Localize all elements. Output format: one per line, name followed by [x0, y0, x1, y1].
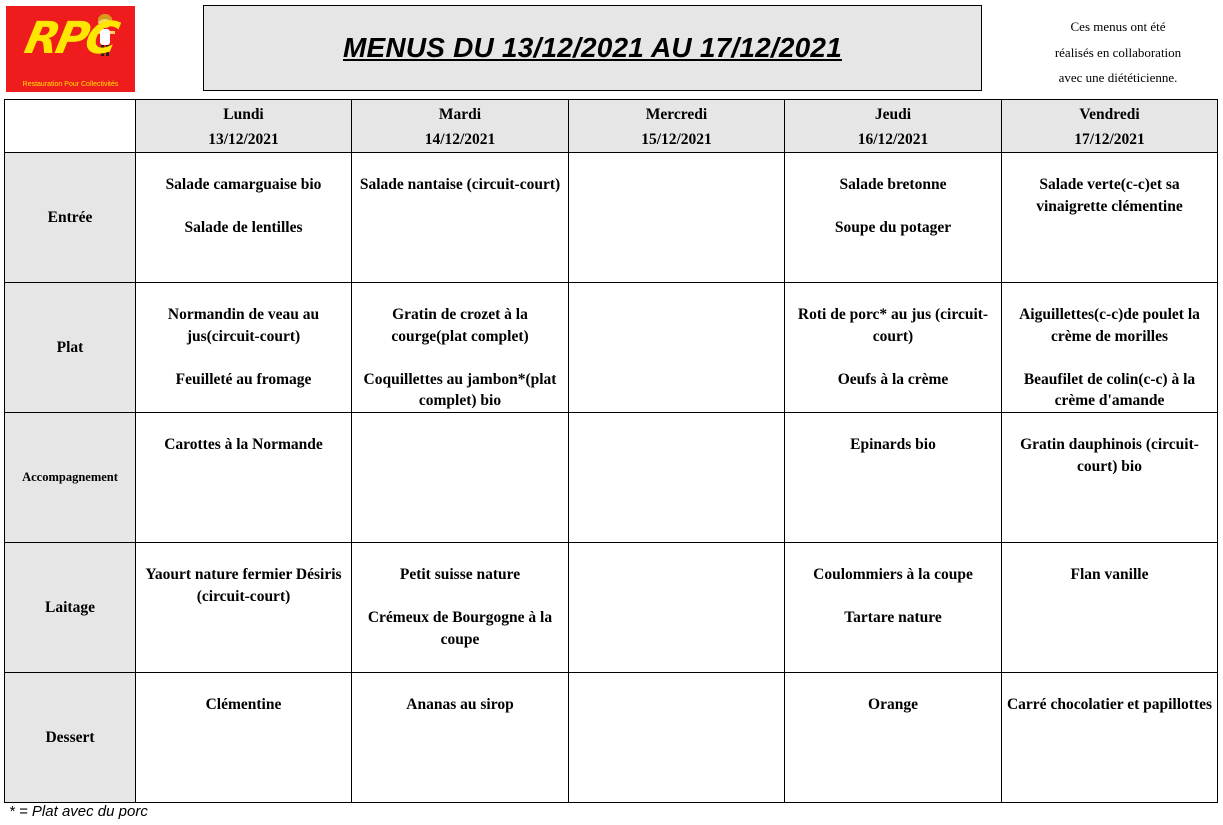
- menu-item: Salade bretonne: [839, 176, 947, 193]
- menu-item: Crémeux de Bourgogne à la coupe: [367, 609, 553, 648]
- row-label: Accompagnement: [5, 413, 136, 543]
- menu-item: Coulommiers à la coupe: [813, 566, 973, 583]
- menu-cell-lundi: [136, 283, 352, 413]
- menu-item: Feuilleté au fromage: [175, 370, 312, 388]
- note-line: Ces menus ont été: [1070, 19, 1166, 34]
- day-name: Lundi: [223, 106, 264, 123]
- menu-cell-vendredi: [1002, 283, 1218, 413]
- menu-cell-lundi: [136, 153, 352, 283]
- menu-cell-mardi: [352, 153, 569, 283]
- menu-item: Epinards bio: [850, 436, 936, 453]
- title-box: [203, 5, 982, 91]
- menu-item: Coquillettes au jambon*(plat complet) bio: [363, 370, 557, 409]
- row-label: Laitage: [5, 543, 136, 673]
- menu-cell-mercredi: [569, 283, 785, 413]
- menu-item: Aiguillettes(c-c)de poulet la crème de morilles: [1019, 306, 1200, 345]
- menu-cell-mercredi: [569, 413, 785, 543]
- day-header-mardi: [352, 100, 569, 153]
- menu-cell-jeudi: [785, 153, 1002, 283]
- day-date: 13/12/2021: [208, 131, 279, 148]
- menu-item: Beaufilet de colin(c-c) à la crème d'amande: [1023, 370, 1196, 409]
- menu-item: Roti de porc* au jus (circuit-court): [797, 306, 989, 345]
- menu-row-accompagnement: [5, 413, 1218, 543]
- menu-item: Yaourt nature fermier Désiris (circuit-court): [145, 566, 342, 605]
- note-line: avec une diététicienne.: [1058, 70, 1178, 85]
- menu-cell-lundi: [136, 673, 352, 803]
- menu-cell-jeudi: [785, 413, 1002, 543]
- menu-item: Tartare nature: [844, 609, 942, 626]
- menu-item: Salade nantaise (circuit-court): [359, 176, 561, 193]
- day-name: Mardi: [438, 106, 482, 123]
- menu-item: Clémentine: [205, 696, 282, 713]
- menu-cell-mardi: [352, 543, 569, 673]
- menu-cell-vendredi: [1002, 153, 1218, 283]
- dietitian-note: [1018, 14, 1218, 91]
- menu-item: Salade verte(c-c)et sa vinaigrette clémentine: [1036, 176, 1183, 215]
- menu-cell-jeudi: [785, 283, 1002, 413]
- row-label: Dessert: [5, 673, 136, 803]
- menu-item: Salade camarguaise bio: [165, 176, 322, 193]
- menu-table: [4, 99, 1218, 803]
- day-header-vendredi: [1002, 100, 1218, 153]
- menu-item: Gratin dauphinois (circuit-court) bio: [1020, 436, 1199, 475]
- menu-item: Gratin de crozet à la courge(plat complet): [391, 306, 529, 345]
- menu-cell-vendredi: [1002, 413, 1218, 543]
- menu-cell-mercredi: [569, 153, 785, 283]
- menu-cell-mardi: [352, 283, 569, 413]
- rpc-logo: [6, 6, 135, 92]
- row-label: Entrée: [5, 153, 136, 283]
- menu-item: Soupe du potager: [834, 219, 952, 236]
- day-date: 17/12/2021: [1074, 131, 1145, 148]
- menu-cell-vendredi: [1002, 543, 1218, 673]
- menu-row-entree: [5, 153, 1218, 283]
- page-title: MENUS DU 13/12/2021 AU 17/12/2021: [343, 32, 842, 63]
- menu-item: Ananas au sirop: [406, 696, 514, 713]
- menu-row-laitage: [5, 543, 1218, 673]
- menu-cell-mardi: [352, 413, 569, 543]
- menu-cell-vendredi: [1002, 673, 1218, 803]
- day-header-jeudi: [785, 100, 1002, 153]
- logo-wordmark: RPC: [20, 13, 121, 64]
- menu-item: Orange: [868, 696, 918, 713]
- day-date: 14/12/2021: [424, 131, 496, 148]
- menu-cell-mercredi: [569, 543, 785, 673]
- menu-item: Petit suisse nature: [399, 566, 521, 583]
- menu-item: Flan vanille: [1070, 566, 1149, 583]
- day-name: Vendredi: [1079, 106, 1140, 123]
- menu-cell-lundi: [136, 543, 352, 673]
- menu-row-plat: [5, 283, 1218, 413]
- row-label: Plat: [5, 283, 136, 413]
- menu-item: Carré chocolatier et papillottes: [1006, 696, 1213, 713]
- day-name: Mercredi: [645, 106, 708, 123]
- menu-row-dessert: [5, 673, 1218, 803]
- menu-cell-mercredi: [569, 673, 785, 803]
- logo-tagline: Restauration Pour Collectivités: [22, 81, 119, 88]
- menu-item: Salade de lentilles: [184, 219, 303, 236]
- menu-cell-jeudi: [785, 543, 1002, 673]
- menu-item: Normandin de veau au jus(circuit-court): [167, 306, 320, 345]
- menu-item: Carottes à la Normande: [164, 436, 323, 453]
- corner-cell: [5, 100, 136, 153]
- day-name: Jeudi: [874, 106, 912, 123]
- day-header-lundi: [136, 100, 352, 153]
- menu-item: Oeufs à la crème: [837, 370, 949, 388]
- day-date: 16/12/2021: [857, 131, 929, 148]
- footnote: * = Plat avec du porc: [9, 803, 148, 820]
- header-row: [5, 100, 1218, 153]
- day-header-mercredi: [569, 100, 785, 153]
- menu-cell-mardi: [352, 673, 569, 803]
- menu-cell-lundi: [136, 413, 352, 543]
- day-date: 15/12/2021: [641, 131, 712, 148]
- menu-cell-jeudi: [785, 673, 1002, 803]
- note-line: réalisés en collaboration: [1054, 44, 1182, 60]
